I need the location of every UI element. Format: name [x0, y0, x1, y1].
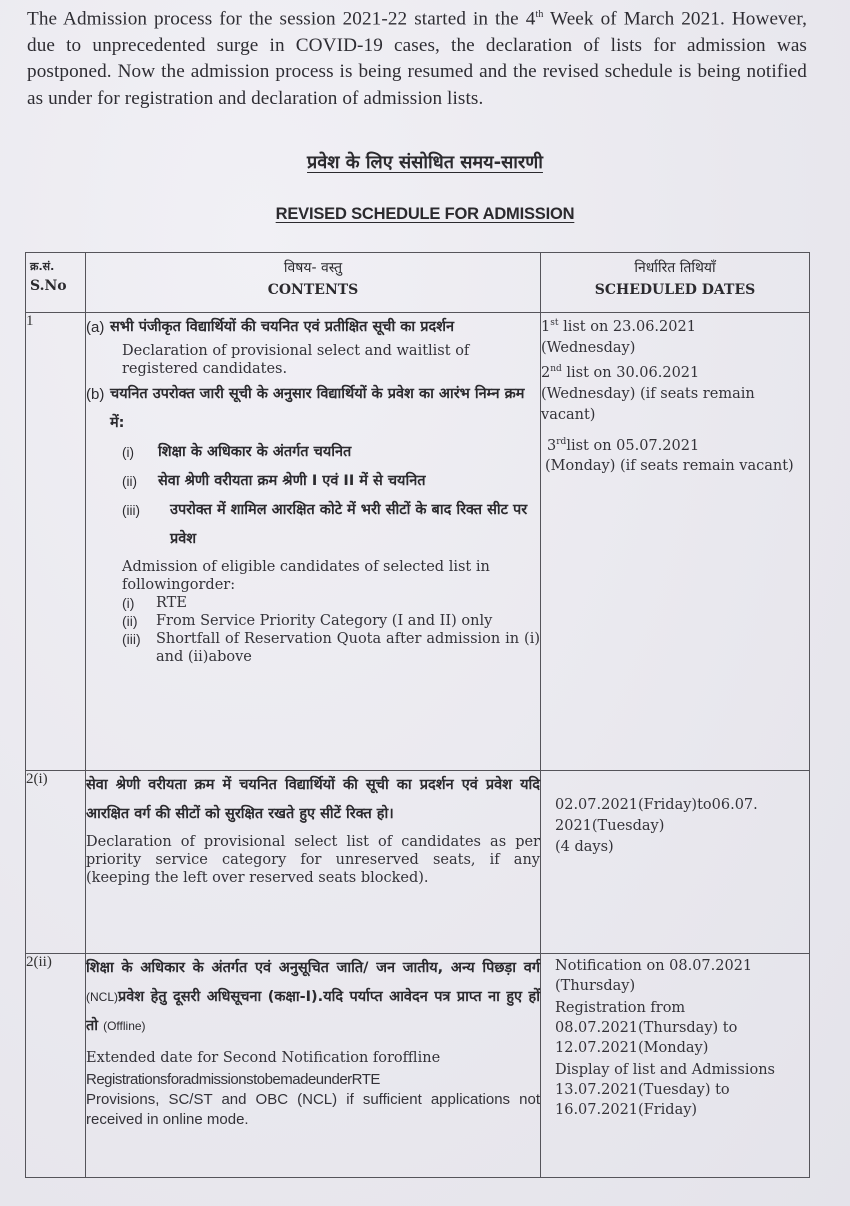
date-duration: (4 days) [555, 839, 614, 855]
row-dates [541, 313, 810, 771]
english-list-num: (i) [122, 595, 135, 611]
hindi-ncl: (NCL) [86, 990, 118, 1004]
row-english-text: Declaration of provisional select list of candidates as per priority service category for unreserved seats, if any (keeping the left over reserved seats blocked). [86, 834, 540, 886]
hindi-part1: शिक्षा के अधिकार के अंतर्गत एवं अनुसूचित जाति/ जन जातीय, अन्य पिछड़ा वर्ग [86, 960, 540, 976]
header-contents [86, 253, 541, 313]
header-dates-english: SCHEDULED DATES [594, 282, 756, 298]
hindi-list-text: उपरोक्त में शामिल आरक्षित कोटे में भरी सीटों के बाद रिक्त सीट पर प्रवेश [170, 502, 528, 547]
schedule-table [25, 252, 810, 1178]
table-row [26, 771, 810, 954]
hindi-list-num: (ii) [122, 474, 137, 489]
hindi-list-text: सेवा श्रेणी वरीयता क्रम श्रेणी I एवं II में से चयनित [158, 473, 426, 489]
english-list-item [122, 630, 540, 666]
row-hindi-text [86, 954, 540, 1041]
header-dates-hindi: निर्धारित तिथियाँ [634, 260, 716, 276]
list3-date [541, 432, 809, 457]
table-row [26, 313, 810, 771]
row-dates [541, 771, 810, 954]
header-dates [541, 253, 810, 313]
row-sno: 1 [26, 313, 86, 771]
list2-sup: nd [550, 363, 562, 374]
header-contents-hindi: विषय- वस्तु [283, 260, 343, 276]
hindi-offline: (Offline) [103, 1019, 146, 1033]
list1-sup: st [550, 318, 559, 328]
hindi-list-num: (iii) [122, 503, 140, 518]
hindi-list-text: शिक्षा के अधिकार के अंतर्गत चयनित [158, 444, 352, 460]
item-b-label: (b) [86, 386, 105, 403]
list2-day: (Wednesday) (if seats remain vacant) [541, 385, 755, 423]
list1-num: 1 [541, 318, 551, 335]
english-list-num: (iii) [122, 631, 141, 647]
table-row [26, 954, 810, 1178]
item-b-english-list [86, 594, 540, 666]
list3-day: (Monday) (if seats remain vacant) [545, 458, 794, 475]
item-a-hindi [86, 313, 540, 342]
list1-text: list on 23.06.2021 [558, 318, 696, 335]
header-contents-english: CONTENTS [267, 282, 359, 298]
item-b-hindi-list [86, 438, 540, 554]
intro-sup: th [535, 9, 544, 20]
row-hindi-text: सेवा श्रेणी वरीयता क्रम में चयनित विद्यार्थियों की सूची का प्रदर्शन एवं प्रवेश यदि आरक्षित वर्ग की सीटों को सुरक्षित रखते हुए सीटें रिक्त हो। [86, 777, 540, 822]
header-sno-hindi: क्र.सं. [30, 260, 55, 273]
english-list-text: RTE [156, 595, 187, 611]
row-sno: 2(ii) [26, 954, 86, 1178]
list3-sup: rd [556, 436, 567, 447]
item-a-label: (a) [86, 319, 105, 336]
list1-date [541, 313, 809, 338]
registration-dates: Registration from 08.07.2021(Thursday) to 12.07.2021(Monday) [555, 1000, 738, 1056]
item-a-hindi-text: सभी पंजीकृत विद्यार्थियों की चयनित एवं प्रतीक्षित सूची का प्रदर्शन [110, 319, 455, 335]
row-english-line1: Extended date for Second Notification foroffline [86, 1050, 441, 1066]
row-sno: 2(i) [26, 771, 86, 954]
list2-num: 2 [541, 364, 551, 381]
row-dates [541, 954, 810, 1178]
notification-date: Notification on 08.07.2021 (Thursday) [555, 958, 753, 994]
english-list-num: (ii) [122, 613, 138, 629]
hindi-list-item [122, 467, 540, 496]
row-contents [86, 771, 541, 954]
row-english-line3: Provisions, SC/ST and OBC (NCL) if sufficient applications not received in online mode. [86, 1091, 540, 1128]
hindi-list-num: (i) [122, 445, 134, 460]
item-a-english: Declaration of provisional select and waitlist of registered candidates. [122, 343, 470, 377]
row-contents [86, 313, 541, 771]
display-admission-dates: Display of list and Admissions 13.07.2021(Tuesday) to 16.07.2021(Friday) [555, 1062, 775, 1118]
intro-text-cont: Week of March 2021. However, due to unprecedented surge in COVID-19 cases, the declaration of lists for admission was postponed. Now the admission process is being resumed and the revised schedule is being notified as under for registration and declaration of admission lists. [27, 8, 807, 109]
list1-day: (Wednesday) [541, 339, 636, 356]
list2-text: list on 30.06.2021 [561, 364, 700, 381]
english-list-item [122, 594, 540, 612]
list2-date [541, 359, 809, 384]
row-english-line2: RegistrationsforadmissionstobemadeunderRTE [86, 1071, 380, 1088]
header-sno-english: S.No [30, 278, 67, 294]
item-b-english: Admission of eligible candidates of selected list in followingorder: [122, 559, 490, 593]
title-hindi: प्रवेश के लिए संसोधित समय-सारणी [307, 152, 543, 173]
english-list-text: Shortfall of Reservation Quota after admission in (i) and (ii)above [156, 631, 540, 665]
title-english: REVISED SCHEDULE FOR ADMISSION [275, 205, 575, 223]
header-sno [26, 253, 86, 313]
item-b-hindi-text: चयनित उपरोक्त जारी सूची के अनुसार विद्यार्थियों के प्रवेश का आरंभ निम्न क्रम में: [110, 386, 525, 431]
intro-text: The Admission process for the session 2021-22 started in the 4 [27, 8, 536, 30]
hindi-part2: प्रवेश हेतु दूसरी अधिसूचना (कक्षा-I).यदि पर्याप्त आवेदन पत्र प्राप्त ना हुए हों तो [86, 989, 540, 1034]
item-b-hindi [86, 380, 540, 438]
list3-text: list on 05.07.2021 [566, 437, 700, 454]
intro-paragraph [27, 2, 807, 112]
english-list-text: From Service Priority Category (I and II) only [156, 613, 493, 629]
english-list-item [122, 612, 540, 630]
hindi-list-item [122, 496, 540, 554]
table-header-row [26, 253, 810, 313]
hindi-list-item [122, 438, 540, 467]
date-range: 02.07.2021(Friday)to06.07. 2021(Tuesday) [555, 797, 758, 834]
list3-num: 3 [547, 437, 557, 454]
row-contents [86, 954, 541, 1178]
